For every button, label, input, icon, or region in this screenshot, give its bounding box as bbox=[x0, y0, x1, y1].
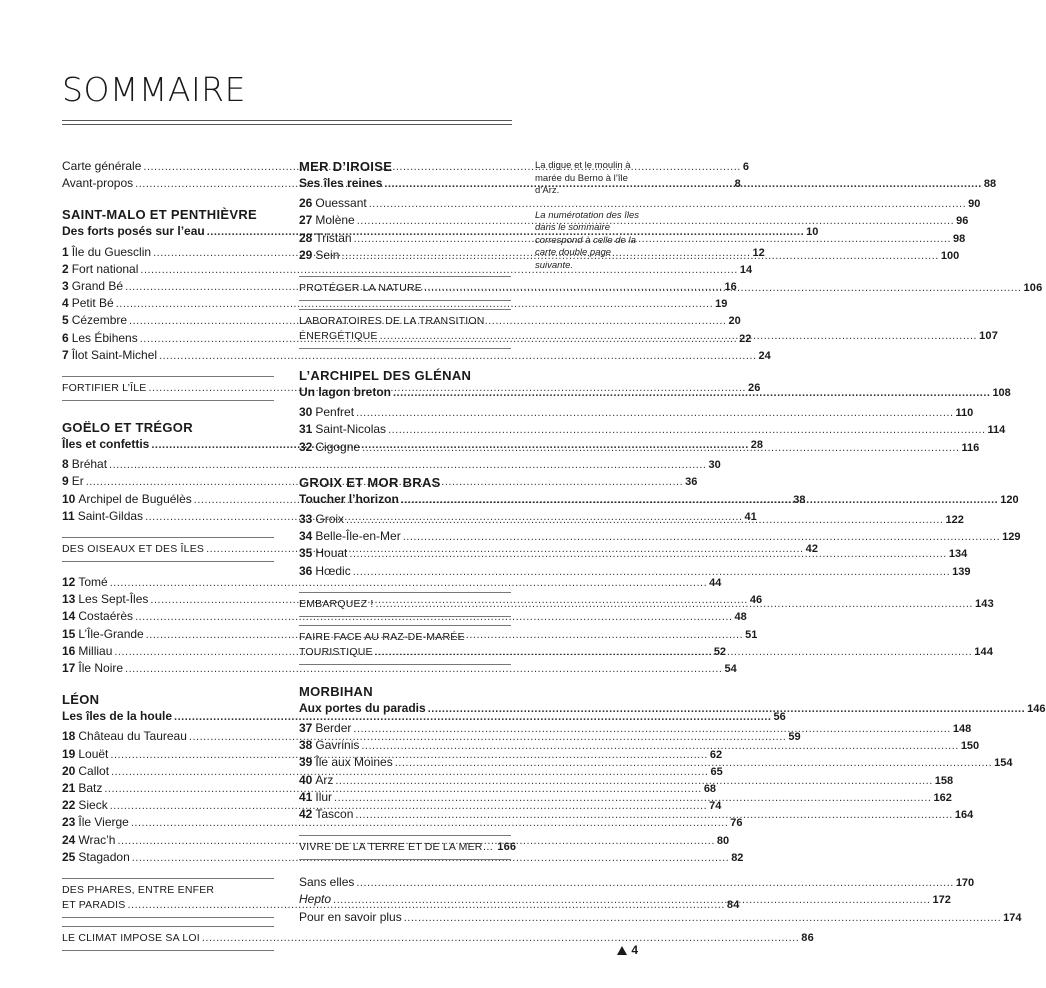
toc-entry[interactable]: 27 Molène ..... 96 bbox=[299, 212, 511, 229]
feature-entry[interactable]: TOURISTIQUE ..... 144 bbox=[299, 645, 511, 660]
feature-entry[interactable]: EMBARQUEZ ! ..... 143 bbox=[299, 597, 511, 612]
page-number bbox=[617, 943, 638, 957]
toc-entry[interactable]: 5 Cézembre ..... 20 bbox=[62, 312, 274, 329]
numbering-note: La numérotation des îles dans le sommaire correspond à celle de la carte double page suivante. bbox=[535, 209, 640, 271]
feature-entry[interactable]: PROTÉGER LA NATURE ..... 106 bbox=[299, 281, 511, 296]
toc-entry[interactable]: Carte générale ..... 6 bbox=[62, 158, 274, 175]
toc-entry[interactable]: 14 Costaérès ..... 48 bbox=[62, 608, 274, 625]
toc-entry[interactable]: 33 Groix ..... 122 bbox=[299, 511, 511, 528]
toc-entry[interactable]: 24 Wrac’h ..... 80 bbox=[62, 832, 274, 849]
section-subtitle[interactable]: Îles et confettis ..... 28 bbox=[62, 436, 274, 453]
section-subtitle[interactable]: Un lagon breton ..... 108 bbox=[299, 384, 511, 401]
feature-box bbox=[62, 926, 814, 951]
toc-entry[interactable]: 13 Les Sept-Îles ..... 46 bbox=[62, 591, 274, 608]
title-rule bbox=[62, 120, 512, 125]
toc-entry[interactable]: 41 Ilur ..... 162 bbox=[299, 789, 511, 806]
section-heading: LÉON bbox=[62, 692, 100, 708]
section-heading: GOËLO ET TRÉGOR bbox=[62, 420, 193, 436]
feature-entry[interactable]: DES OISEAUX ET DES ÎLES ..... 42 bbox=[62, 542, 274, 557]
section-subtitle[interactable]: Les îles de la houle ..... 56 bbox=[62, 708, 274, 725]
toc-entry[interactable]: 4 Petit Bé ..... 19 bbox=[62, 295, 274, 312]
page-number-value: 4 bbox=[631, 943, 638, 957]
toc-entry[interactable]: 21 Batz ..... 68 bbox=[62, 780, 274, 797]
photo-caption: La digue et le moulin à marée du Berno à l’île d’Arz. bbox=[535, 160, 631, 196]
toc-entry[interactable]: 16 Milliau ..... 52 bbox=[62, 643, 274, 660]
feature-entry-line1: LABORATOIRES DE LA TRANSITION bbox=[299, 315, 485, 328]
toc-entry[interactable]: 11 Saint-Gildas ..... 41 bbox=[62, 508, 274, 525]
feature-entry-line1: DES PHARES, ENTRE ENFER bbox=[62, 884, 215, 897]
toc-entry[interactable]: 8 Bréhat ..... 30 bbox=[62, 456, 274, 473]
side-caption bbox=[535, 160, 645, 272]
toc-entry[interactable]: 1 Île du Guesclin ..... 12 bbox=[62, 244, 274, 261]
feature-entry[interactable]: LE CLIMAT IMPOSE SA LOI ..... 86 bbox=[62, 931, 274, 946]
toc-entry[interactable]: 17 Île Noire ..... 54 bbox=[62, 660, 274, 677]
section-heading: GROIX ET MOR BRAS bbox=[299, 474, 441, 490]
toc-entry[interactable]: 37 Berder ..... 148 bbox=[299, 720, 511, 737]
page-title: SOMMAIRE bbox=[62, 70, 246, 109]
feature-entry-line1: FAIRE FACE AU RAZ-DE-MARÉE bbox=[299, 630, 465, 643]
toc-entry[interactable]: 38 Gavrinis ..... 150 bbox=[299, 737, 511, 754]
triangle-icon bbox=[617, 946, 627, 955]
toc-entry[interactable]: 18 Château du Taureau ..... 59 bbox=[62, 728, 274, 745]
toc-entry[interactable]: Pour en savoir plus ..... 174 bbox=[299, 909, 511, 926]
section-subtitle[interactable]: Aux portes du paradis ..... 146 bbox=[299, 700, 511, 717]
section-heading: MER D’IROISE bbox=[299, 159, 393, 174]
toc-entry[interactable]: 12 Tomé ..... 44 bbox=[62, 574, 274, 591]
toc-entry[interactable]: 20 Callot ..... 65 bbox=[62, 763, 274, 780]
toc-entry[interactable]: Hepto ..... 172 bbox=[299, 891, 511, 908]
section-heading: MORBIHAN bbox=[299, 683, 373, 699]
toc-entry[interactable]: Sans elles ..... 170 bbox=[299, 874, 511, 891]
toc-entry[interactable]: 2 Fort national ..... 14 bbox=[62, 261, 274, 278]
section-heading: L’ARCHIPEL DES GLÉNAN bbox=[299, 368, 472, 384]
toc-entry[interactable]: 39 Île aux Moines ..... 154 bbox=[299, 754, 511, 771]
toc-entry[interactable]: Avant-propos ..... 8 bbox=[62, 175, 274, 192]
toc-entry[interactable]: 7 Îlot Saint-Michel ..... 24 bbox=[62, 347, 274, 364]
toc-entry[interactable]: 9 Er ..... 36 bbox=[62, 473, 274, 490]
toc-entry[interactable]: 34 Belle-Île-en-Mer ..... 129 bbox=[299, 528, 511, 545]
toc-entry[interactable]: 28 Tristan ..... 98 bbox=[299, 230, 511, 247]
toc-entry[interactable]: 15 L’Île-Grande ..... 51 bbox=[62, 626, 274, 643]
toc-entry[interactable]: 42 Tascon ..... 164 bbox=[299, 806, 511, 823]
feature-entry[interactable]: FORTIFIER L’ÎLE ..... 26 bbox=[62, 381, 274, 396]
toc-entry[interactable]: 31 Saint-Nicolas ..... 114 bbox=[299, 421, 511, 438]
section-subtitle[interactable]: Des forts posés sur l’eau ..... 10 bbox=[62, 223, 274, 240]
feature-entry[interactable]: ET PARADIS ..... 84 bbox=[62, 898, 274, 913]
toc-entry[interactable]: 25 Stagadon ..... 82 bbox=[62, 849, 274, 866]
section-subtitle[interactable]: Toucher l’horizon ..... 120 bbox=[299, 491, 511, 508]
feature-box bbox=[299, 835, 517, 860]
toc-entry[interactable]: 36 Hœdic ..... 139 bbox=[299, 563, 511, 580]
toc-entry[interactable]: 40 Arz ..... 158 bbox=[299, 772, 511, 789]
toc-entry[interactable]: 32 Cigogne ..... 116 bbox=[299, 439, 511, 456]
toc-entry[interactable]: 23 Île Vierge ..... 76 bbox=[62, 814, 274, 831]
toc-entry[interactable]: 35 Houat ..... 134 bbox=[299, 545, 511, 562]
toc-entry[interactable]: 26 Ouessant ..... 90 bbox=[299, 195, 511, 212]
toc-entry[interactable]: 10 Archipel de Buguélès ..... 38 bbox=[62, 491, 274, 508]
feature-entry[interactable]: VIVRE DE LA TERRE ET DE LA MER… 166 bbox=[299, 841, 517, 854]
toc-entry[interactable]: 22 Sieck ..... 74 bbox=[62, 797, 274, 814]
section-subtitle[interactable]: Ses îles reines ..... 88 bbox=[299, 175, 511, 192]
toc-entry[interactable]: 19 Louët ..... 62 bbox=[62, 746, 274, 763]
toc-entry[interactable]: 3 Grand Bé ..... 16 bbox=[62, 278, 274, 295]
toc-entry[interactable]: 6 Les Ébihens ..... 22 bbox=[62, 330, 274, 347]
section-heading: SAINT-MALO ET PENTHIÈVRE bbox=[62, 207, 257, 223]
toc-entry[interactable]: 29 Sein ..... 100 bbox=[299, 247, 511, 264]
toc-entry[interactable]: 30 Penfret ..... 110 bbox=[299, 404, 511, 421]
feature-entry[interactable]: ÉNERGÉTIQUE ..... 107 bbox=[299, 329, 511, 344]
